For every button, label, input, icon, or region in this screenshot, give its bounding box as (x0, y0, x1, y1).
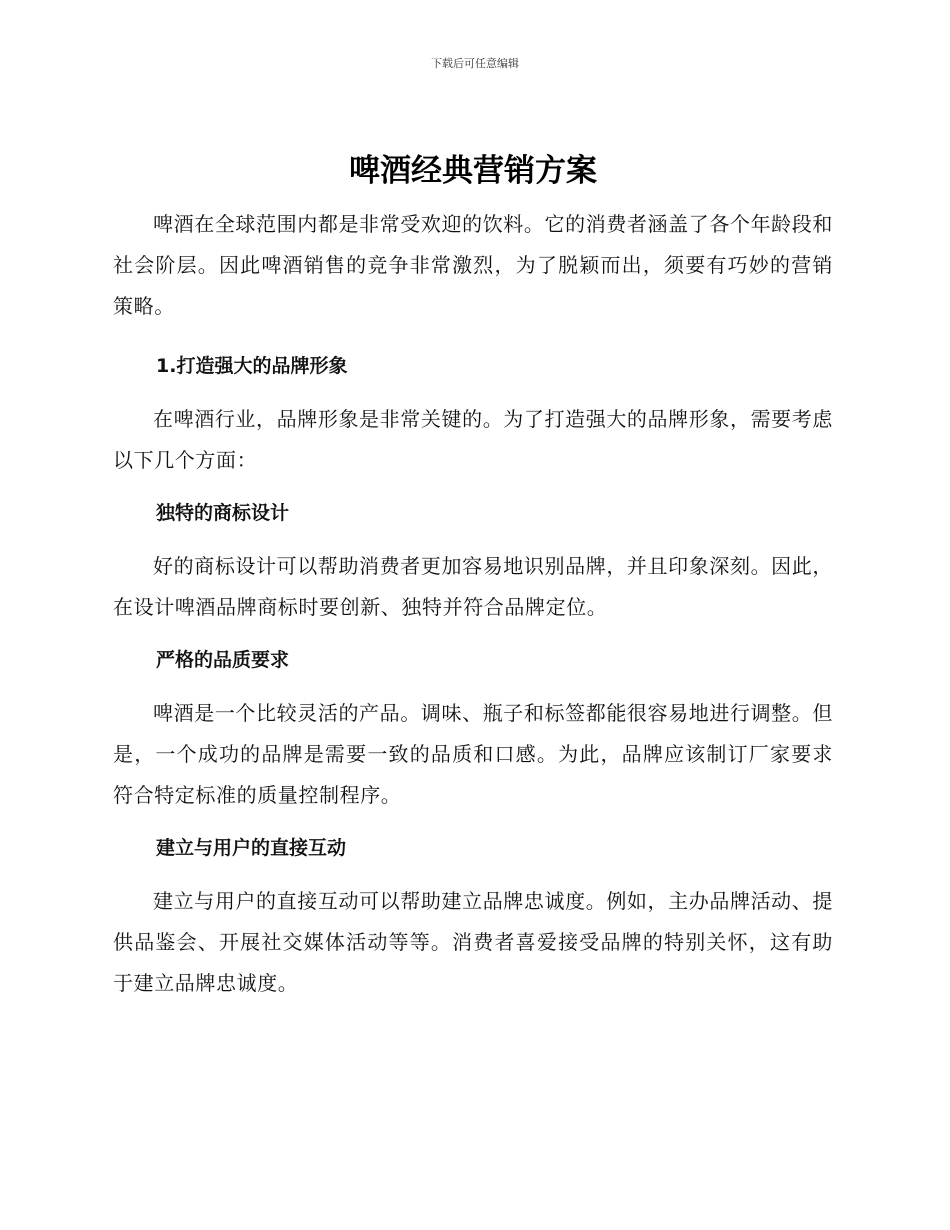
header-note: 下载后可任意编辑 (431, 57, 519, 70)
document-body (113, 148, 833, 1004)
subsection-paragraph-user-interaction: 建立与用户的直接互动可以帮助建立品牌忠诚度。例如，主办品牌活动、提供品鉴会、开展社交媒体活动等等。消费者喜爱接受品牌的特别关怀，这有助于建立品牌忠诚度。 (113, 889, 833, 995)
document-title: 啤酒经典营销方案 (349, 153, 597, 189)
subsection-paragraph-logo-design: 好的商标设计可以帮助消费者更加容易地识别品牌，并且印象深刻。因此，在设计啤酒品牌商标时要创新、独特并符合品牌定位。 (113, 554, 833, 619)
subsection-paragraph-quality: 啤酒是一个比较灵活的产品。调味、瓶子和标签都能很容易地进行调整。但是，一个成功的品牌是需要一致的品质和口感。为此，品牌应该制订厂家要求符合特定标准的质量控制程序。 (113, 701, 833, 807)
section-heading-brand-image: 1.打造强大的品牌形象 (156, 355, 348, 377)
intro-paragraph: 啤酒在全球范围内都是非常受欢迎的饮料。它的消费者涵盖了各个年龄段和社会阶层。因此啤酒销售的竞争非常激烈，为了脱颖而出，须要有巧妙的营销策略。 (113, 212, 833, 318)
section-paragraph-brand-image: 在啤酒行业，品牌形象是非常关键的。为了打造强大的品牌形象，需要考虑以下几个方面： (113, 407, 833, 472)
subsection-heading-user-interaction: 建立与用户的直接互动 (156, 837, 347, 859)
subsection-heading-logo-design: 独特的商标设计 (156, 502, 290, 524)
subsection-heading-quality: 严格的品质要求 (156, 649, 290, 671)
